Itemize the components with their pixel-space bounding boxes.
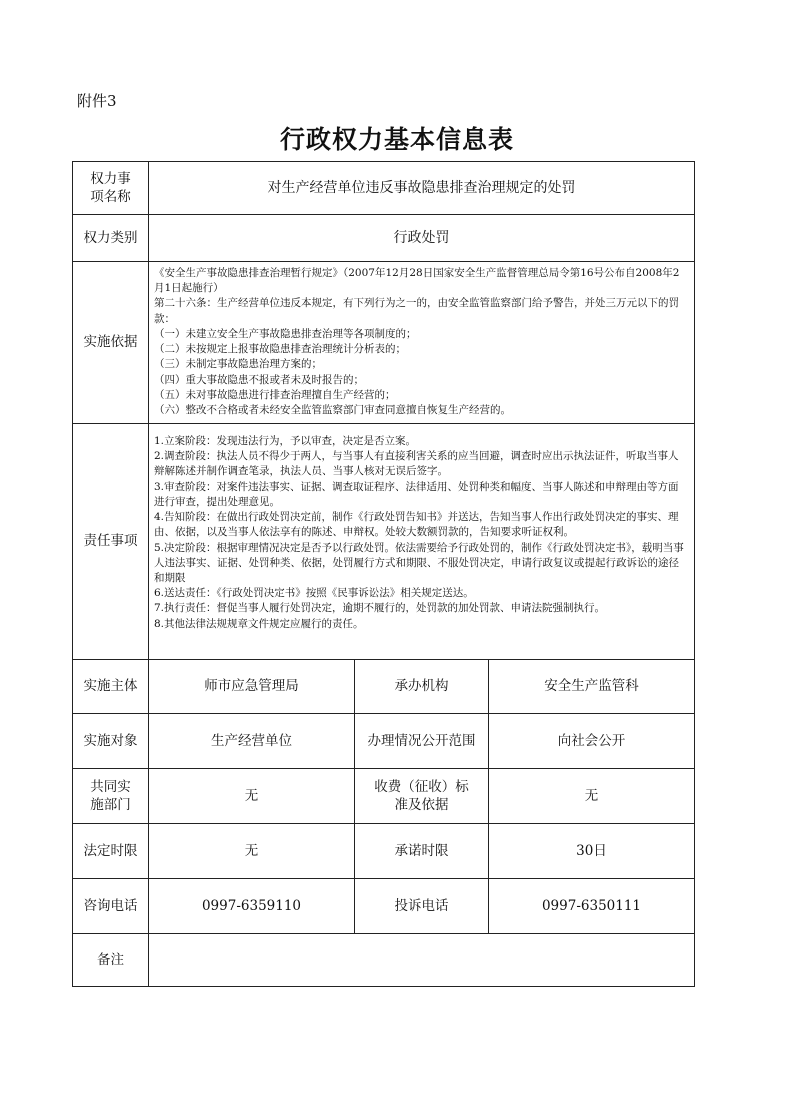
label-complaint-phone: 投诉电话 [355, 879, 489, 934]
basis-line: 第二十六条：生产经营单位违反本规定，有下列行为之一的，由安全监管监察部门给予警告，并处三万元以下的罚款： [154, 297, 679, 325]
basis-line: （三）未制定事故隐患治理方案的； [154, 358, 322, 371]
value-responsibility [149, 424, 695, 660]
basis-line: （一）未建立安全生产事故隐患排查治理等各项制度的； [154, 327, 417, 340]
label-disclosure-scope: 办理情况公开范围 [355, 714, 489, 769]
value-agency: 安全生产监管科 [489, 660, 695, 714]
info-table [72, 161, 695, 987]
responsibility-line: 4.告知阶段：在做出行政处罚决定前，制作《行政处罚告知书》并送达，告知当事人作出行政处罚决定的事实、理由、依据，以及当事人依法享有的陈述、申辩权。处较大数额罚款的，告知要求听证权利。 [154, 511, 679, 539]
row-power-category [73, 215, 695, 262]
row-phone [73, 879, 695, 934]
row-subject [73, 660, 695, 714]
value-remark [149, 934, 695, 987]
label-promised-time-limit: 承诺时限 [355, 824, 489, 879]
label-agency: 承办机构 [355, 660, 489, 714]
label-legal-time-limit: 法定时限 [73, 824, 149, 879]
value-promised-time-limit: 30日 [489, 824, 695, 879]
value-power-name: 对生产经营单位违反事故隐患排查治理规定的处罚 [149, 162, 695, 215]
responsibility-line: 1.立案阶段：发现违法行为，予以审查，决定是否立案。 [154, 435, 417, 447]
row-time-limit [73, 824, 695, 879]
value-subject: 师市应急管理局 [149, 660, 355, 714]
value-disclosure-scope: 向社会公开 [489, 714, 695, 769]
page-title: 行政权力基本信息表 [279, 125, 514, 154]
value-consult-phone: 0997-6359110 [149, 879, 355, 934]
label-responsibility: 责任事项 [73, 424, 149, 660]
responsibility-line: 2.调查阶段：执法人员不得少于两人，与当事人有直接利害关系的应当回避，调查时应出示执法证件，听取当事人辩解陈述并制作调查笔录，执法人员、当事人核对无误后签字。 [154, 450, 679, 478]
responsibility-line: 5.决定阶段：根据审理情况决定是否予以行政处罚。依法需要给予行政处罚的，制作《行政处罚决定书》，载明当事人违法事实、证据、处罚种类、依据，处罚履行方式和期限、不服处罚决定，申请行政复议或提起行政诉讼的途径和期限 [154, 541, 684, 584]
label-fee-standard: 收费（征收）标准及依据 [355, 769, 489, 824]
label-joint-departments: 共同实施部门 [73, 769, 149, 824]
row-target [73, 714, 695, 769]
responsibility-line: 7.执行责任：督促当事人履行处罚决定，逾期不履行的，处罚款的加处罚款、申请法院强制执行。 [154, 602, 606, 615]
value-complaint-phone: 0997-6350111 [489, 879, 695, 934]
value-legal-time-limit: 无 [149, 824, 355, 879]
responsibility-line: 8.其他法律法规规章文件规定应履行的责任。 [154, 617, 364, 630]
label-power-category: 权力类别 [73, 215, 149, 262]
label-power-name: 权力事项名称 [73, 162, 149, 215]
basis-line: （四）重大事故隐患不报或者未及时报告的； [154, 373, 364, 386]
row-basis [73, 262, 695, 424]
value-basis [149, 262, 695, 424]
basis-line: （六）整改不合格或者未经安全监管监察部门审查同意擅自恢复生产经营的。 [154, 403, 511, 416]
value-target: 生产经营单位 [149, 714, 355, 769]
attachment-label: 附件3 [77, 92, 117, 110]
responsibility-line: 6.送达责任：《行政处罚决定书》按照《民事诉讼法》相关规定送达。 [154, 587, 474, 600]
row-joint [73, 769, 695, 824]
value-joint-departments: 无 [149, 769, 355, 824]
label-subject: 实施主体 [73, 660, 149, 714]
row-remark [73, 934, 695, 987]
value-power-category: 行政处罚 [149, 215, 695, 262]
basis-line: （五）未对事故隐患进行排查治理擅自生产经营的； [154, 388, 396, 401]
label-remark: 备注 [73, 934, 149, 987]
label-target: 实施对象 [73, 714, 149, 769]
row-responsibility [73, 424, 695, 660]
basis-line: （二）未按规定上报事故隐患排查治理统计分析表的； [154, 343, 406, 356]
responsibility-line: 3.审查阶段：对案件违法事实、证据、调查取证程序、法律适用、处罚种类和幅度、当事人陈述和申辩理由等方面进行审查，提出处理意见。 [154, 480, 679, 508]
label-consult-phone: 咨询电话 [73, 879, 149, 934]
value-fee-standard: 无 [489, 769, 695, 824]
label-basis: 实施依据 [73, 262, 149, 424]
basis-line: 《安全生产事故隐患排查治理暂行规定》（2007年12月28日国家安全生产监督管理总局令第16号公布自2008年2月1日起施行） [154, 267, 680, 295]
row-power-name [73, 162, 695, 215]
